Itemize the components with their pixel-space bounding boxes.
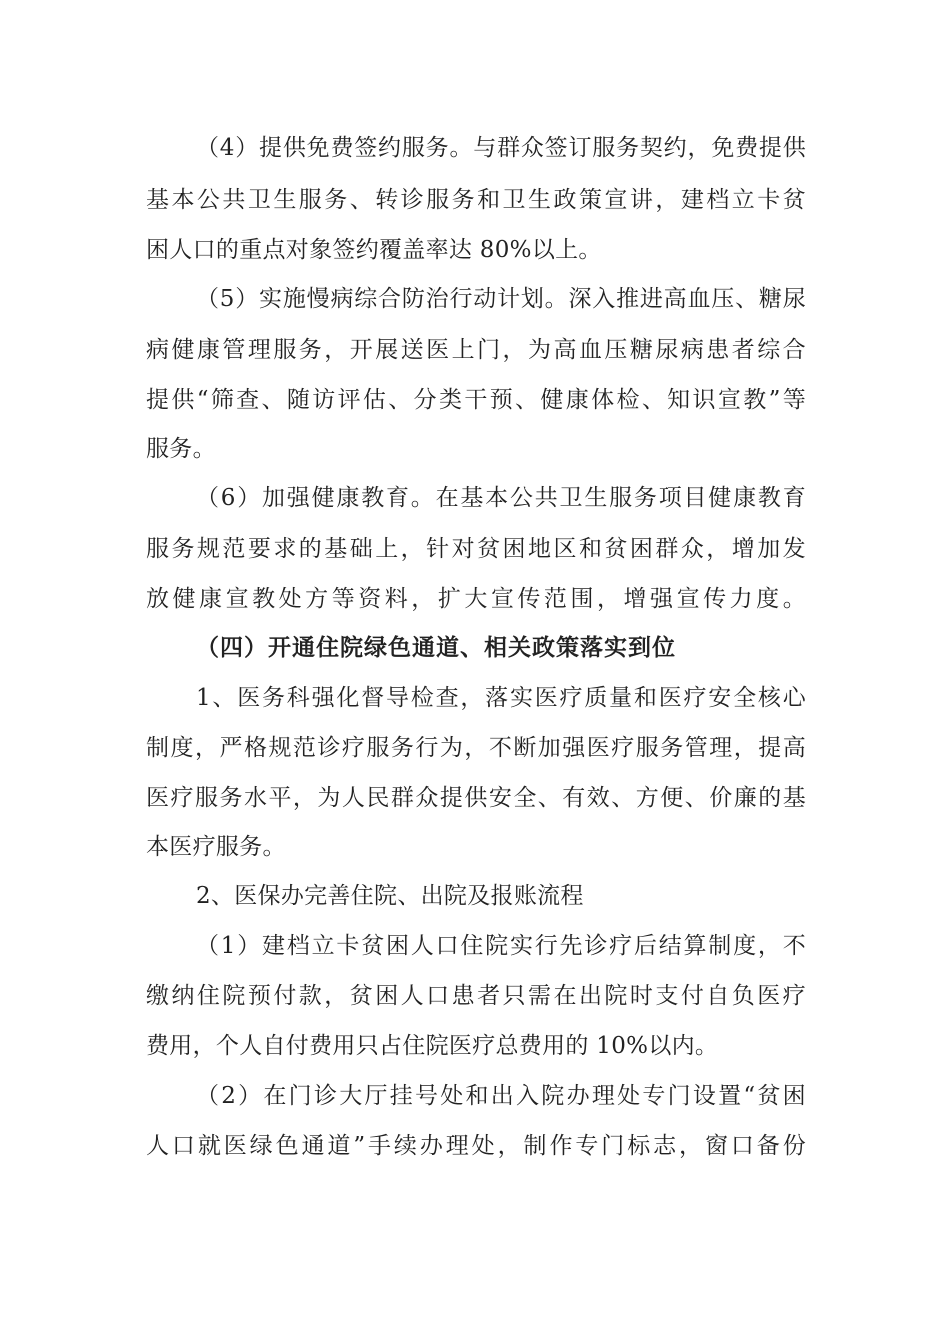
paragraph-line: 缴纳住院预付款，贫困人口患者只需在出院时支付自负医疗 [146,983,806,1009]
paragraph-line: 费用，个人自付费用只占住院医疗总费用的 10%以内。 [146,1033,719,1059]
paragraph-line: 人口就医绿色通道”手续办理处，制作专门标志，窗口备份 [146,1133,806,1159]
paragraph-line: （6）加强健康教育。在基本公共卫生服务项目健康教育 [196,485,806,511]
paragraph-line: （4）提供免费签约服务。与群众签订服务契约，免费提供 [196,135,806,161]
paragraph-line: 本医疗服务。 [146,834,286,860]
section-heading: （四）开通住院绿色通道、相关政策落实到位 [196,634,676,661]
paragraph-line: 提供“筛查、随访评估、分类干预、健康体检、知识宣教”等 [146,387,806,413]
paragraph-line: 服务规范要求的基础上，针对贫困地区和贫困群众，增加发 [146,536,806,562]
paragraph-line: （1）建档立卡贫困人口住院实行先诊疗后结算制度，不 [196,933,806,959]
paragraph-line: 病健康管理服务，开展送医上门，为高血压糖尿病患者综合 [146,337,806,363]
paragraph-line: （2）在门诊大厅挂号处和出入院办理处专门设置“贫困 [196,1083,806,1109]
paragraph-line: 放健康宣教处方等资料，扩大宣传范围，增强宣传力度。 [146,586,806,612]
paragraph-line: 医疗服务水平，为人民群众提供安全、有效、方便、价廉的基 [146,785,806,811]
paragraph-line: （5）实施慢病综合防治行动计划。深入推进高血压、糖尿 [196,286,806,312]
paragraph-line: 困人口的重点对象签约覆盖率达 80%以上。 [146,237,602,263]
paragraph-line: 服务。 [146,436,216,462]
paragraph-line: 1、医务科强化督导检查，落实医疗质量和医疗安全核心 [196,685,806,711]
paragraph-line: 制度，严格规范诊疗服务行为，不断加强医疗服务管理，提高 [146,735,806,761]
paragraph-line: 基本公共卫生服务、转诊服务和卫生政策宣讲，建档立卡贫 [146,187,806,213]
paragraph-line: 2、医保办完善住院、出院及报账流程 [196,883,584,909]
